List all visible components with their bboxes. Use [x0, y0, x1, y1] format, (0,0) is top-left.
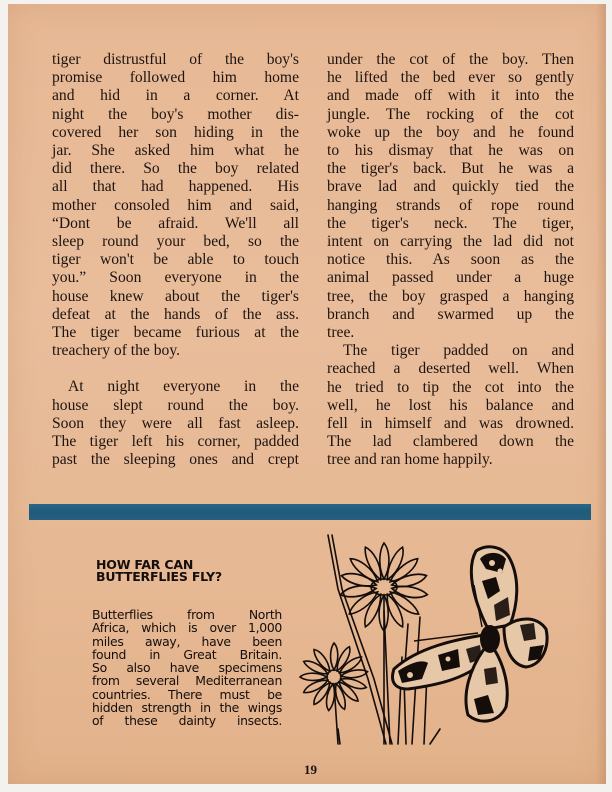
text-line: animal passed under a huge	[327, 269, 574, 287]
text-line: covered her son hiding in the	[52, 123, 299, 141]
text-line: jungle. The rocking of the cot	[327, 105, 574, 123]
daisy-flower-icon	[300, 643, 368, 744]
text-line: tree.	[327, 324, 355, 342]
text-line: miles away, have been	[92, 633, 282, 649]
story-paragraph	[327, 342, 574, 469]
text-line: notice this. As soon as the	[327, 251, 574, 269]
text-line: he tried to tip the cot into the	[327, 378, 574, 396]
text-line: under the cot of the boy. Then	[327, 51, 574, 68]
title-line: HOW FAR CAN	[96, 557, 194, 572]
story-left-column	[52, 51, 299, 469]
text-line: tree and ran home happily.	[327, 451, 493, 469]
text-line: of these dainty insects.	[92, 713, 282, 729]
text-line: intent on carrying the lad did not	[327, 233, 574, 251]
text-line: found in Great Britain.	[92, 646, 282, 662]
text-line: to his dismay that he was on	[327, 142, 574, 160]
text-line: brave lad and quickly tied the	[327, 178, 574, 196]
text-line: did there. So the boy related	[52, 160, 299, 178]
text-line: Africa, which is over 1,000	[92, 620, 282, 636]
text-line: well, he lost his balance and	[327, 396, 574, 414]
text-line: he lifted the bed ever so gently	[327, 69, 574, 87]
text-line: “Dont be afraid. We'll all	[52, 214, 299, 232]
story-paragraph	[327, 51, 574, 342]
story-right-column	[327, 51, 574, 470]
text-line: hidden strength in the wings	[92, 700, 282, 716]
text-line: house knew about the tiger's	[52, 287, 299, 305]
text-line: The tiger became furious at the	[52, 324, 299, 342]
text-line: hanging strands of rope round	[327, 196, 574, 214]
paragraph-gap	[52, 360, 299, 378]
text-line: night the boy's mother dis-	[52, 105, 299, 123]
text-line: branch and swarmed up the	[327, 305, 574, 323]
text-line: promise followed him home	[52, 69, 299, 87]
fact-box-body	[92, 608, 282, 728]
text-line: the tiger's back. But he was a	[327, 160, 574, 178]
text-line: from several Mediterranean	[92, 673, 282, 689]
text-line: The tiger left his corner, padded	[52, 433, 299, 451]
text-line: house slept round the boy.	[52, 396, 299, 414]
text-line: fell in himself and was drowned.	[327, 415, 574, 433]
text-line: and made off with it into the	[327, 87, 574, 105]
text-line: treachery of the boy.	[52, 342, 181, 360]
text-line: all that had happened. His	[52, 178, 299, 196]
butterfly-flowers-illustration	[298, 529, 558, 749]
title-line: BUTTERFLIES FLY?	[96, 569, 222, 584]
daisy-flower-icon	[340, 543, 428, 744]
story-paragraph	[52, 378, 299, 469]
text-line: Butterflies from North	[92, 607, 282, 622]
text-line: you.” Soon everyone in the	[52, 269, 299, 287]
page-number: 19	[304, 762, 317, 777]
section-divider-bar	[29, 504, 591, 520]
text-line: countries. There must be	[92, 686, 282, 702]
text-line: tiger won't be able to touch	[52, 251, 299, 269]
text-line: At night everyone in the	[68, 378, 299, 396]
text-line: sleep round your bed, so the	[52, 233, 299, 251]
text-line: the tiger's neck. The tiger,	[327, 214, 574, 232]
text-line: So also have specimens	[92, 660, 282, 676]
text-line: jar. She asked him what he	[52, 142, 299, 160]
text-line: past the sleeping ones and crept	[52, 451, 299, 469]
text-line: mother consoled him and said,	[52, 196, 299, 214]
text-line: Soon they were all fast asleep.	[52, 414, 299, 432]
story-paragraph	[52, 51, 299, 360]
text-line: and hid in a corner. At	[52, 87, 299, 105]
fact-box-title	[96, 559, 286, 583]
text-line: defeat at the hands of the ass.	[52, 305, 299, 323]
text-line: The tiger padded on and	[343, 342, 574, 360]
text-line: woke up the boy and he found	[327, 123, 574, 141]
text-line: reached a deserted well. When	[327, 360, 574, 378]
text-line: tree, the boy grasped a hanging	[327, 287, 574, 305]
magazine-page	[8, 4, 606, 784]
text-line: The lad clambered down the	[327, 433, 574, 451]
text-line: tiger distrustful of the boy's	[52, 51, 299, 68]
